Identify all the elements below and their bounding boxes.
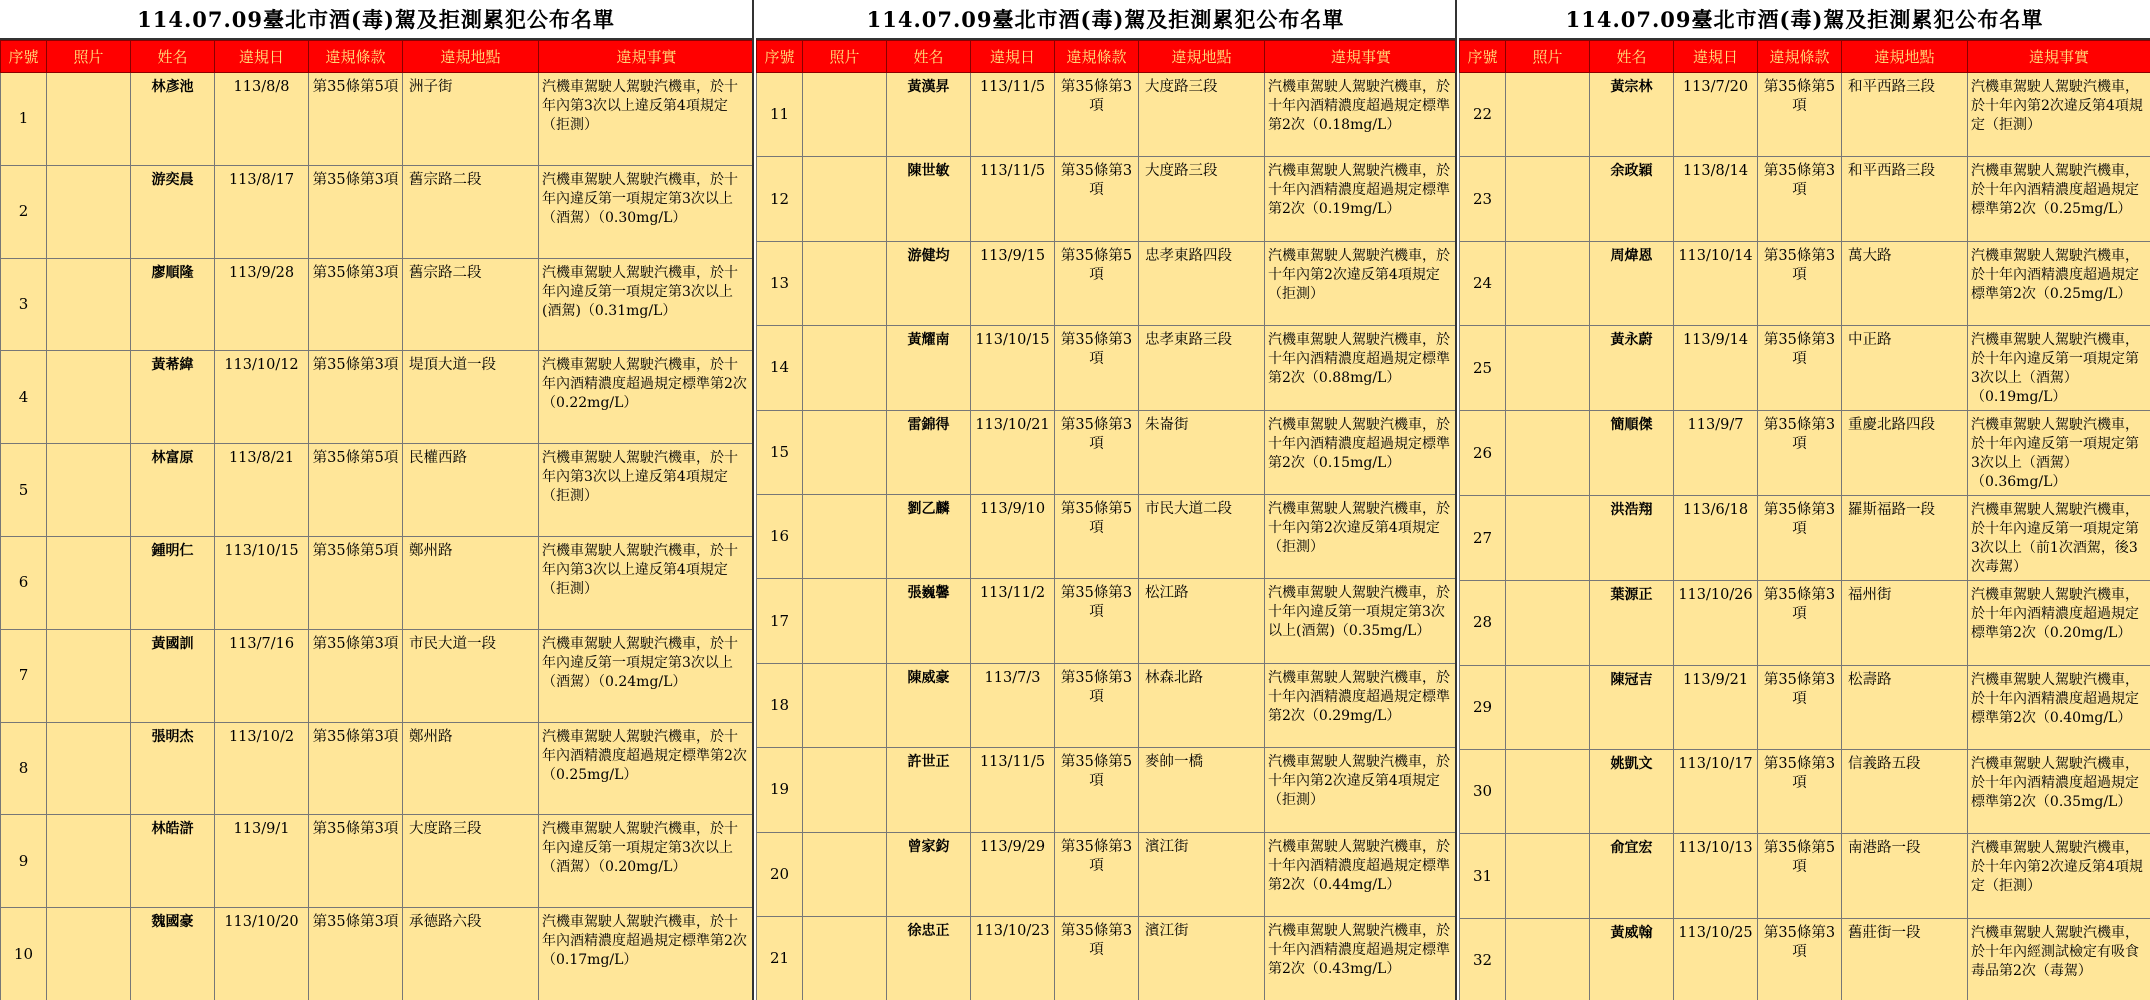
row-name: 陳冠吉 [1590, 665, 1674, 749]
column-header-date: 違規日 [1674, 41, 1758, 73]
table-header [1, 41, 755, 73]
panel-title: 114.07.09臺北市酒(毒)駕及拒測累犯公布名單 [0, 0, 752, 40]
row-fact: 汽機車駕駛人駕駛汽機車，於十年內第2次違反第4項規定（拒測） [1968, 834, 2150, 918]
mugshot-photo [47, 815, 131, 908]
column-header-fact: 違規事實 [1968, 41, 2150, 73]
row-article: 第35條第3項 [1758, 749, 1842, 833]
row-article: 第35條第3項 [1758, 241, 1842, 325]
row-seq: 26 [1460, 411, 1506, 496]
row-name: 姚凱文 [1590, 749, 1674, 833]
row-name: 林彥池 [131, 73, 215, 166]
table-row [1460, 496, 2150, 581]
row-name: 許世正 [887, 748, 971, 832]
row-seq: 20 [757, 832, 803, 916]
row-location: 承德路六段 [403, 908, 539, 1000]
row-article: 第35條第3項 [1758, 581, 1842, 665]
row-location: 洲子街 [403, 73, 539, 166]
row-date: 113/9/14 [1674, 326, 1758, 411]
row-date: 113/10/2 [215, 722, 309, 815]
row-fact: 汽機車駕駛人駕駛汽機車，於十年內酒精濃度超過規定標準第2次（0.25mg/L） [1968, 157, 2150, 241]
table-row [1, 629, 755, 722]
row-location: 市民大道二段 [1139, 494, 1265, 578]
mugshot-photo [1506, 665, 1590, 749]
column-header-date: 違規日 [971, 41, 1055, 73]
mugshot-photo [803, 748, 887, 832]
row-article: 第35條第3項 [309, 351, 403, 444]
row-date: 113/10/26 [1674, 581, 1758, 665]
row-seq: 27 [1460, 496, 1506, 581]
row-name: 林富原 [131, 444, 215, 537]
column-header-location: 違規地點 [1139, 41, 1265, 73]
column-header-photo: 照片 [803, 41, 887, 73]
row-fact: 汽機車駕駛人駕駛汽機車，於十年內第2次違反第4項規定（拒測） [1265, 494, 1458, 578]
row-date: 113/8/17 [215, 165, 309, 258]
row-article: 第35條第5項 [1758, 834, 1842, 918]
row-seq: 12 [757, 157, 803, 241]
row-fact: 汽機車駕駛人駕駛汽機車，於十年內酒精濃度超過規定標準第2次（0.44mg/L） [1265, 832, 1458, 916]
row-location: 鄭州路 [403, 722, 539, 815]
mugshot-photo [1506, 326, 1590, 411]
table-row [1460, 241, 2150, 325]
row-fact: 汽機車駕駛人駕駛汽機車，於十年內酒精濃度超過規定標準第2次（0.43mg/L） [1265, 916, 1458, 1000]
mugshot-photo [47, 722, 131, 815]
row-location: 信義路五段 [1842, 749, 1968, 833]
row-location: 市民大道一段 [403, 629, 539, 722]
row-article: 第35條第3項 [1055, 326, 1139, 410]
row-location: 堤頂大道一段 [403, 351, 539, 444]
table-row [1, 73, 755, 166]
row-date: 113/10/15 [971, 326, 1055, 410]
table-row [1, 815, 755, 908]
column-header-photo: 照片 [47, 41, 131, 73]
mugshot-photo [803, 241, 887, 325]
row-name: 魏國豪 [131, 908, 215, 1000]
row-seq: 25 [1460, 326, 1506, 411]
column-header-name: 姓名 [887, 41, 971, 73]
row-seq: 18 [757, 663, 803, 747]
table-body [757, 73, 1458, 1000]
mugshot-photo [47, 444, 131, 537]
row-date: 113/10/15 [215, 536, 309, 629]
row-fact: 汽機車駕駛人駕駛汽機車，於十年內酒精濃度超過規定標準第2次（0.19mg/L） [1265, 157, 1458, 241]
row-seq: 4 [1, 351, 47, 444]
row-seq: 8 [1, 722, 47, 815]
row-fact: 汽機車駕駛人駕駛汽機車，於十年內酒精濃度超過規定標準第2次（0.40mg/L） [1968, 665, 2150, 749]
row-name: 黃漢昇 [887, 73, 971, 157]
mugshot-photo [47, 258, 131, 351]
row-name: 葉源正 [1590, 581, 1674, 665]
table-body [1460, 73, 2150, 1000]
mugshot-photo [47, 165, 131, 258]
mugshot-photo [803, 832, 887, 916]
row-seq: 1 [1, 73, 47, 166]
row-article: 第35條第3項 [309, 165, 403, 258]
table-row [757, 73, 1458, 157]
row-date: 113/10/13 [1674, 834, 1758, 918]
table-row [757, 326, 1458, 410]
table-body [1, 73, 755, 1000]
row-article: 第35條第3項 [1055, 73, 1139, 157]
row-seq: 22 [1460, 73, 1506, 157]
row-name: 陳威豪 [887, 663, 971, 747]
table-row [757, 579, 1458, 663]
table-row [1460, 665, 2150, 749]
row-seq: 28 [1460, 581, 1506, 665]
row-fact: 汽機車駕駛人駕駛汽機車，於十年內酒精濃度超過規定標準第2次（0.29mg/L） [1265, 663, 1458, 747]
row-location: 朱崙街 [1139, 410, 1265, 494]
row-location: 松江路 [1139, 579, 1265, 663]
table-row [1460, 411, 2150, 496]
row-date: 113/8/14 [1674, 157, 1758, 241]
row-name: 黃耀南 [887, 326, 971, 410]
row-date: 113/9/7 [1674, 411, 1758, 496]
mugshot-photo [1506, 157, 1590, 241]
row-fact: 汽機車駕駛人駕駛汽機車，於十年內酒精濃度超過規定標準第2次（0.25mg/L） [1968, 241, 2150, 325]
row-location: 南港路一段 [1842, 834, 1968, 918]
row-name: 曾家鈞 [887, 832, 971, 916]
column-header-seq: 序號 [757, 41, 803, 73]
row-article: 第35條第3項 [1758, 157, 1842, 241]
row-seq: 15 [757, 410, 803, 494]
mugshot-photo [803, 410, 887, 494]
row-name: 周煒恩 [1590, 241, 1674, 325]
row-name: 黃威翰 [1590, 918, 1674, 1000]
row-seq: 6 [1, 536, 47, 629]
row-article: 第35條第5項 [1758, 73, 1842, 157]
row-article: 第35條第3項 [309, 722, 403, 815]
row-date: 113/8/8 [215, 73, 309, 166]
row-name: 徐忠正 [887, 916, 971, 1000]
row-seq: 13 [757, 241, 803, 325]
table-row [757, 494, 1458, 578]
row-name: 鍾明仁 [131, 536, 215, 629]
row-seq: 31 [1460, 834, 1506, 918]
row-name: 張巍馨 [887, 579, 971, 663]
row-article: 第35條第3項 [1055, 157, 1139, 241]
row-location: 舊莊街一段 [1842, 918, 1968, 1000]
table-header [757, 41, 1458, 73]
row-location: 麥帥一橋 [1139, 748, 1265, 832]
row-location: 舊宗路二段 [403, 165, 539, 258]
row-seq: 24 [1460, 241, 1506, 325]
row-fact: 汽機車駕駛人駕駛汽機車，於十年內酒精濃度超過規定標準第2次（0.35mg/L） [1968, 749, 2150, 833]
row-fact: 汽機車駕駛人駕駛汽機車，於十年內酒精濃度超過規定標準第2次（0.25mg/L） [539, 722, 755, 815]
row-article: 第35條第3項 [1055, 832, 1139, 916]
row-name: 陳世敏 [887, 157, 971, 241]
row-fact: 汽機車駕駛人駕駛汽機車，於十年內酒精濃度超過規定標準第2次（0.18mg/L） [1265, 73, 1458, 157]
row-name: 余政穎 [1590, 157, 1674, 241]
row-article: 第35條第3項 [1758, 665, 1842, 749]
mugshot-photo [803, 326, 887, 410]
table-row [1, 536, 755, 629]
row-seq: 3 [1, 258, 47, 351]
row-date: 113/10/12 [215, 351, 309, 444]
row-date: 113/9/15 [971, 241, 1055, 325]
column-header-article: 違規條款 [309, 41, 403, 73]
column-header-location: 違規地點 [1842, 41, 1968, 73]
row-location: 萬大路 [1842, 241, 1968, 325]
mugshot-photo [803, 494, 887, 578]
row-seq: 16 [757, 494, 803, 578]
row-article: 第35條第5項 [309, 536, 403, 629]
row-location: 林森北路 [1139, 663, 1265, 747]
row-date: 113/10/20 [215, 908, 309, 1000]
row-date: 113/9/1 [215, 815, 309, 908]
row-name: 洪浩翔 [1590, 496, 1674, 581]
row-location: 大度路三段 [1139, 73, 1265, 157]
row-article: 第35條第3項 [1055, 579, 1139, 663]
row-fact: 汽機車駕駛人駕駛汽機車，於十年內酒精濃度超過規定標準第2次（0.20mg/L） [1968, 581, 2150, 665]
table-row [1460, 834, 2150, 918]
mugshot-photo [803, 663, 887, 747]
row-location: 重慶北路四段 [1842, 411, 1968, 496]
row-date: 113/10/14 [1674, 241, 1758, 325]
table-row [757, 748, 1458, 832]
row-article: 第35條第3項 [1758, 496, 1842, 581]
row-article: 第35條第3項 [1055, 663, 1139, 747]
row-article: 第35條第5項 [309, 444, 403, 537]
row-fact: 汽機車駕駛人駕駛汽機車，於十年內違反第一項規定第3次以上（酒駕）（0.19mg/L） [1968, 326, 2150, 411]
table-row [1460, 157, 2150, 241]
row-seq: 2 [1, 165, 47, 258]
row-fact: 汽機車駕駛人駕駛汽機車，於十年內第3次以上違反第4項規定（拒測） [539, 536, 755, 629]
row-fact: 汽機車駕駛人駕駛汽機車，於十年內第2次違反第4項規定（拒測） [1265, 241, 1458, 325]
row-fact: 汽機車駕駛人駕駛汽機車，於十年內酒精濃度超過規定標準第2次（0.88mg/L） [1265, 326, 1458, 410]
row-date: 113/7/20 [1674, 73, 1758, 157]
table-row [1, 165, 755, 258]
row-seq: 30 [1460, 749, 1506, 833]
row-date: 113/7/16 [215, 629, 309, 722]
row-seq: 10 [1, 908, 47, 1000]
mugshot-photo [1506, 834, 1590, 918]
table-row [757, 410, 1458, 494]
table-row [757, 916, 1458, 1000]
row-name: 簡順傑 [1590, 411, 1674, 496]
row-fact: 汽機車駕駛人駕駛汽機車，於十年內違反第一項規定第3次以上(酒駕)（0.35mg/L） [1265, 579, 1458, 663]
row-seq: 14 [757, 326, 803, 410]
row-fact: 汽機車駕駛人駕駛汽機車，於十年內經測試檢定有吸食毒品第2次（毒駕） [1968, 918, 2150, 1000]
row-date: 113/10/23 [971, 916, 1055, 1000]
row-fact: 汽機車駕駛人駕駛汽機車，於十年內第3次以上違反第4項規定（拒測） [539, 444, 755, 537]
column-header-name: 姓名 [131, 41, 215, 73]
row-location: 和平西路三段 [1842, 157, 1968, 241]
mugshot-photo [803, 157, 887, 241]
row-location: 鄭州路 [403, 536, 539, 629]
table-row [1460, 749, 2150, 833]
row-fact: 汽機車駕駛人駕駛汽機車，於十年內第2次違反第4項規定（拒測） [1968, 73, 2150, 157]
row-fact: 汽機車駕駛人駕駛汽機車，於十年內違反第一項規定第3次以上（前1次酒駕，後3次毒駕） [1968, 496, 2150, 581]
row-article: 第35條第3項 [1758, 326, 1842, 411]
row-article: 第35條第3項 [309, 908, 403, 1000]
table-row [1460, 326, 2150, 411]
column-header-article: 違規條款 [1758, 41, 1842, 73]
mugshot-photo [47, 908, 131, 1000]
row-date: 113/11/5 [971, 157, 1055, 241]
row-seq: 21 [757, 916, 803, 1000]
row-name: 俞宜宏 [1590, 834, 1674, 918]
table-row [1, 444, 755, 537]
mugshot-photo [1506, 73, 1590, 157]
list-panel-3 [1459, 0, 2150, 1000]
row-location: 松壽路 [1842, 665, 1968, 749]
row-article: 第35條第5項 [1055, 241, 1139, 325]
row-location: 中正路 [1842, 326, 1968, 411]
row-seq: 32 [1460, 918, 1506, 1000]
mugshot-photo [1506, 411, 1590, 496]
row-name: 游奕晨 [131, 165, 215, 258]
row-fact: 汽機車駕駛人駕駛汽機車，於十年內違反第一項規定第3次以上（酒駕）（0.36mg/L） [1968, 411, 2150, 496]
row-seq: 19 [757, 748, 803, 832]
column-header-fact: 違規事實 [539, 41, 755, 73]
mugshot-photo [47, 73, 131, 166]
column-header-name: 姓名 [1590, 41, 1674, 73]
mugshot-photo [1506, 496, 1590, 581]
row-date: 113/10/21 [971, 410, 1055, 494]
mugshot-photo [803, 579, 887, 663]
row-location: 濱江街 [1139, 916, 1265, 1000]
row-date: 113/11/5 [971, 73, 1055, 157]
row-article: 第35條第5項 [1055, 748, 1139, 832]
row-seq: 9 [1, 815, 47, 908]
row-article: 第35條第5項 [1055, 494, 1139, 578]
mugshot-photo [803, 916, 887, 1000]
column-header-location: 違規地點 [403, 41, 539, 73]
row-location: 忠孝東路三段 [1139, 326, 1265, 410]
mugshot-photo [47, 629, 131, 722]
row-fact: 汽機車駕駛人駕駛汽機車，於十年內第2次違反第4項規定（拒測） [1265, 748, 1458, 832]
table-row [1, 722, 755, 815]
table-row [1, 351, 755, 444]
row-location: 羅斯福路一段 [1842, 496, 1968, 581]
table-row [1460, 918, 2150, 1000]
row-seq: 7 [1, 629, 47, 722]
row-name: 雷錦得 [887, 410, 971, 494]
row-location: 大度路三段 [1139, 157, 1265, 241]
panel-title: 114.07.09臺北市酒(毒)駕及拒測累犯公布名單 [756, 0, 1455, 40]
row-seq: 17 [757, 579, 803, 663]
table-row [1, 258, 755, 351]
row-seq: 29 [1460, 665, 1506, 749]
row-location: 和平西路三段 [1842, 73, 1968, 157]
table-row [1, 908, 755, 1000]
mugshot-photo [1506, 749, 1590, 833]
row-location: 福州街 [1842, 581, 1968, 665]
row-date: 113/7/3 [971, 663, 1055, 747]
row-date: 113/9/21 [1674, 665, 1758, 749]
row-article: 第35條第3項 [309, 815, 403, 908]
row-article: 第35條第3項 [1758, 411, 1842, 496]
row-name: 黃國訓 [131, 629, 215, 722]
row-location: 濱江街 [1139, 832, 1265, 916]
row-fact: 汽機車駕駛人駕駛汽機車，於十年內酒精濃度超過規定標準第2次（0.17mg/L） [539, 908, 755, 1000]
row-article: 第35條第3項 [309, 629, 403, 722]
list-panel-1 [0, 0, 754, 1000]
offender-table [756, 40, 1457, 1000]
mugshot-photo [47, 536, 131, 629]
row-name: 林皓滸 [131, 815, 215, 908]
row-date: 113/9/29 [971, 832, 1055, 916]
mugshot-photo [1506, 918, 1590, 1000]
column-header-fact: 違規事實 [1265, 41, 1458, 73]
column-header-photo: 照片 [1506, 41, 1590, 73]
row-article: 第35條第3項 [1055, 916, 1139, 1000]
mugshot-photo [803, 73, 887, 157]
offender-table [0, 40, 754, 1000]
row-article: 第35條第3項 [1055, 410, 1139, 494]
row-date: 113/11/2 [971, 579, 1055, 663]
row-fact: 汽機車駕駛人駕駛汽機車，於十年內酒精濃度超過規定標準第2次（0.15mg/L） [1265, 410, 1458, 494]
row-date: 113/8/21 [215, 444, 309, 537]
column-header-seq: 序號 [1, 41, 47, 73]
row-seq: 23 [1460, 157, 1506, 241]
mugshot-photo [1506, 241, 1590, 325]
row-fact: 汽機車駕駛人駕駛汽機車，於十年內第3次以上違反第4項規定（拒測） [539, 73, 755, 166]
offender-table [1459, 40, 2150, 1000]
row-article: 第35條第3項 [309, 258, 403, 351]
column-header-date: 違規日 [215, 41, 309, 73]
table-row [757, 157, 1458, 241]
row-location: 忠孝東路四段 [1139, 241, 1265, 325]
row-location: 大度路三段 [403, 815, 539, 908]
row-date: 113/9/28 [215, 258, 309, 351]
table-row [1460, 73, 2150, 157]
row-name: 黃永蔚 [1590, 326, 1674, 411]
row-date: 113/10/25 [1674, 918, 1758, 1000]
table-row [757, 241, 1458, 325]
row-date: 113/11/5 [971, 748, 1055, 832]
row-date: 113/6/18 [1674, 496, 1758, 581]
panel-title: 114.07.09臺北市酒(毒)駕及拒測累犯公布名單 [1459, 0, 2150, 40]
row-name: 游健均 [887, 241, 971, 325]
row-date: 113/10/17 [1674, 749, 1758, 833]
row-fact: 汽機車駕駛人駕駛汽機車，於十年內違反第一項規定第3次以上（酒駕）（0.30mg/L） [539, 165, 755, 258]
row-name: 劉乙麟 [887, 494, 971, 578]
row-name: 張明杰 [131, 722, 215, 815]
row-name: 黃莃緯 [131, 351, 215, 444]
row-fact: 汽機車駕駛人駕駛汽機車，於十年內違反第一項規定第3次以上(酒駕)（0.31mg/L） [539, 258, 755, 351]
row-seq: 11 [757, 73, 803, 157]
table-row [1460, 581, 2150, 665]
table-row [757, 832, 1458, 916]
mugshot-photo [47, 351, 131, 444]
column-header-article: 違規條款 [1055, 41, 1139, 73]
row-fact: 汽機車駕駛人駕駛汽機車，於十年內酒精濃度超過規定標準第2次（0.22mg/L） [539, 351, 755, 444]
table-row [757, 663, 1458, 747]
row-date: 113/9/10 [971, 494, 1055, 578]
row-article: 第35條第3項 [1758, 918, 1842, 1000]
row-article: 第35條第5項 [309, 73, 403, 166]
row-name: 廖順隆 [131, 258, 215, 351]
table-header [1460, 41, 2150, 73]
row-location: 民權西路 [403, 444, 539, 537]
row-seq: 5 [1, 444, 47, 537]
list-panel-2 [756, 0, 1457, 1000]
mugshot-photo [1506, 581, 1590, 665]
row-fact: 汽機車駕駛人駕駛汽機車，於十年內違反第一項規定第3次以上（酒駕）（0.20mg/L） [539, 815, 755, 908]
row-location: 舊宗路二段 [403, 258, 539, 351]
column-header-seq: 序號 [1460, 41, 1506, 73]
row-name: 黃宗林 [1590, 73, 1674, 157]
row-fact: 汽機車駕駛人駕駛汽機車，於十年內違反第一項規定第3次以上（酒駕）（0.24mg/L） [539, 629, 755, 722]
